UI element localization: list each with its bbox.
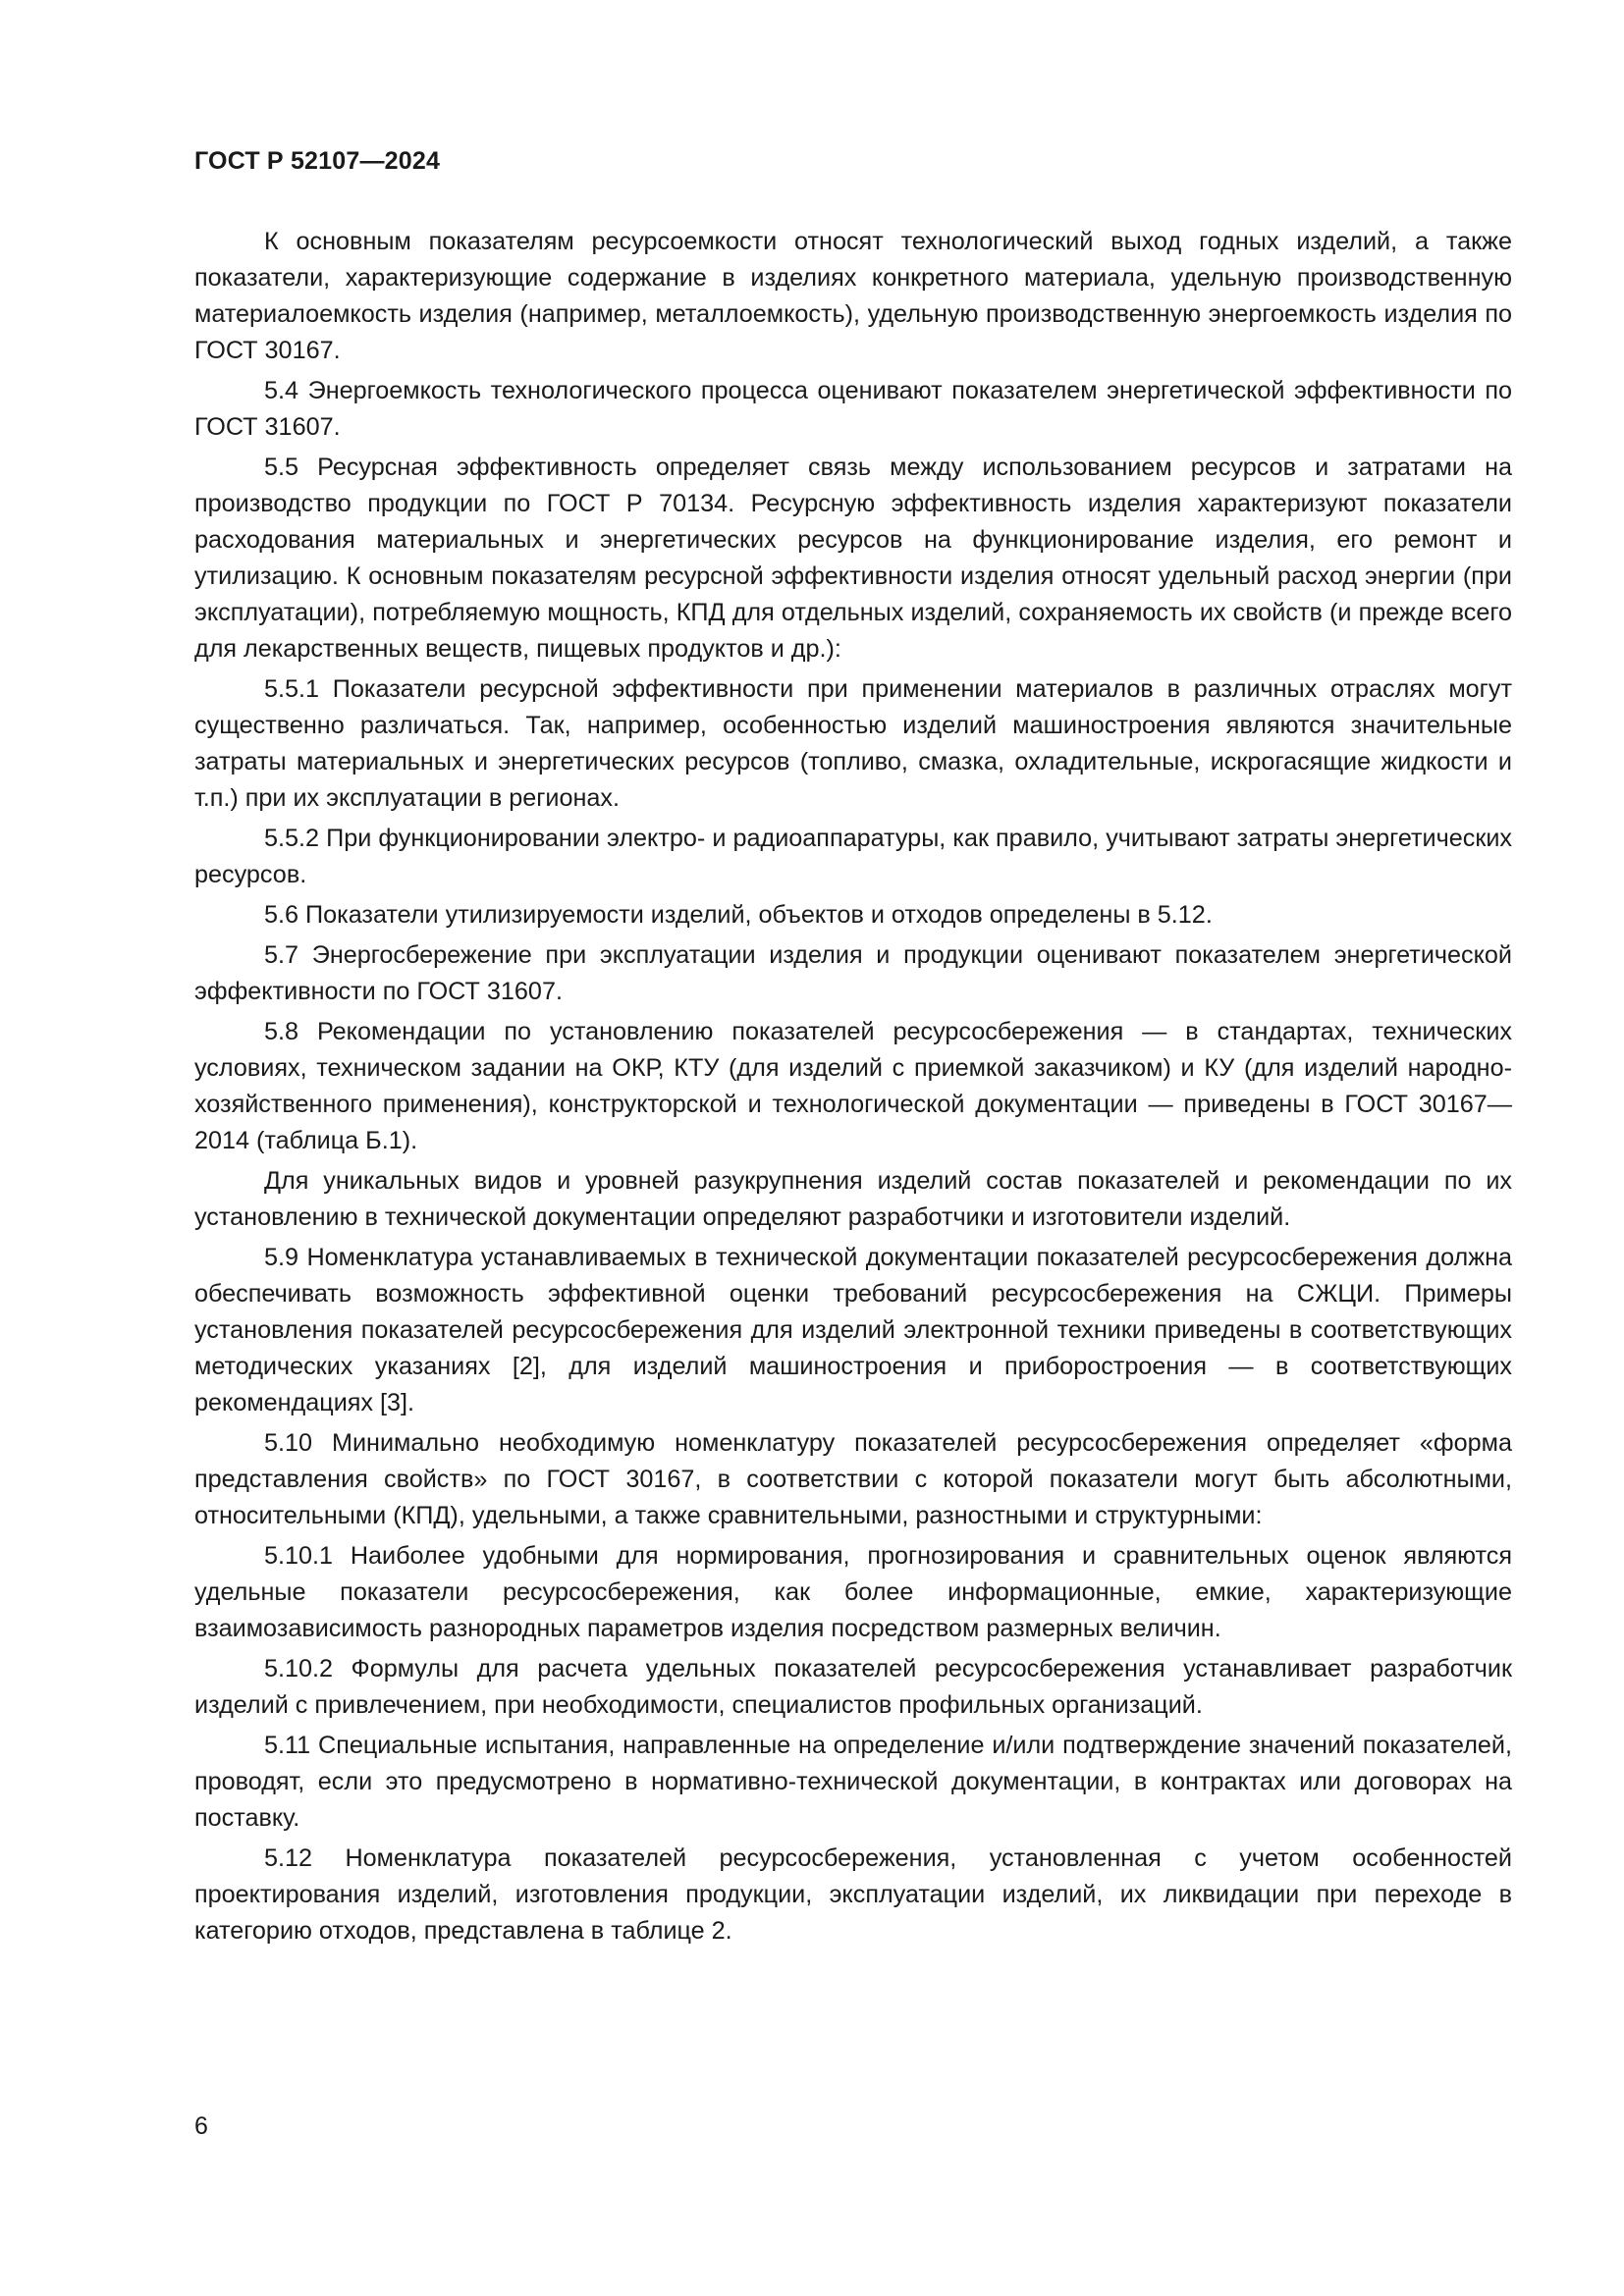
- paragraph: 5.6 Показатели утилизируемости изделий, объектов и отходов определены в 5.12.: [264, 901, 1213, 929]
- paragraph: 5.5.1 Показатели ресурсной эффективности при применении материалов в различных отраслях могут существенно различаться. Так, например, особенностью изделий машиностроения являются значительные затраты материальных и энергетических ресурсов (топливо, смазка, охладительные, искрогасящие жидкости и т.п.) при их эксплуатации в регионах.: [194, 675, 1512, 812]
- page-number: 6: [194, 2112, 208, 2140]
- standard-header: ГОСТ Р 52107—2024: [194, 147, 441, 175]
- paragraph: 5.11 Специальные испытания, направленные на определение и/или подтверждение значений показателей, проводят, если это предусмотрено в нормативно-технической документации, в контрактах или договорах на поставку.: [194, 1732, 1512, 1832]
- paragraph: К основным показателям ресурсоемкости относят технологический выход годных изделий, а также показатели, характеризующие содержание в изделиях конкретного материала, удельную производственную материалоемкость изделия (например, металлоемкость), удельную производственную энергоемкость изделия по ГОСТ 30167.: [194, 228, 1512, 364]
- paragraph: 5.4 Энергоемкость технологического процесса оценивают показателем энергетической эффективности по ГОСТ 31607.: [194, 377, 1512, 441]
- paragraph: 5.7 Энергосбережение при эксплуатации изделия и продукции оценивают показателем энергетической эффективности по ГОСТ 31607.: [194, 941, 1512, 1005]
- paragraph: 5.10.2 Формулы для расчета удельных показателей ресурсосбережения устанавливает разработчик изделий с привлечением, при необходимости, специалистов профильных организаций.: [194, 1655, 1512, 1719]
- paragraph: 5.12 Номенклатура показателей ресурсосбережения, установленная с учетом особенностей проектирования изделий, изготовления продукции, эксплуатации изделий, их ликвидации при переходе в категорию отходов, представлена в таблице 2.: [194, 1844, 1512, 1945]
- document-body: [194, 224, 1512, 1953]
- paragraph: Для уникальных видов и уровней разукрупнения изделий состав показателей и рекомендации по их установлению в технической документации определяют разработчики и изготовители изделий.: [194, 1167, 1512, 1231]
- paragraph: 5.5 Ресурсная эффективность определяет связь между использованием ресурсов и затратами на производство продукции по ГОСТ Р 70134. Ресурсную эффективность изделия характеризуют показатели расходования материальных и энергетических ресурсов на функционирование изделия, его ремонт и утилизацию. К основным показателям ресурсной эффективности изделия относят удельный расход энергии (при эксплуатации), потребляемую мощность, КПД для отдельных изделий, сохраняемость их свойств (и прежде всего для лекарственных веществ, пищевых продуктов и др.):: [194, 454, 1512, 663]
- paragraph: 5.10.1 Наиболее удобными для нормирования, прогнозирования и сравнительных оценок являются удельные показатели ресурсосбережения, как более информационные, емкие, характеризующие взаимозависимость разнородных параметров изделия посредством размерных величин.: [194, 1542, 1512, 1642]
- paragraph: 5.9 Номенклатура устанавливаемых в технической документации показателей ресурсосбережения должна обеспечивать возможность эффективной оценки требований ресурсосбережения на СЖЦИ. Примеры установления показателей ресурсосбережения для изделий электронной техники приведены в соответствующих методических указаниях [2], для изделий машиностроения и приборостроения — в соответствующих рекомендациях [3].: [194, 1244, 1512, 1416]
- paragraph: 5.10 Минимально необходимую номенклатуру показателей ресурсосбережения определяет «форма представления свойств» по ГОСТ 30167, в соответствии с которой показатели могут быть абсолютными, относительными (КПД), удельными, а также сравнительными, разностными и структурными:: [194, 1429, 1512, 1529]
- paragraph: 5.5.2 При функционировании электро- и радиоаппаратуры, как правило, учитывают затраты энергетических ресурсов.: [194, 825, 1512, 888]
- paragraph: 5.8 Рекомендации по установлению показателей ресурсосбережения — в стандартах, технических условиях, техническом задании на ОКР, КТУ (для изделий с приемкой заказчиком) и КУ (для изделий народно-хозяйственного применения), конструкторской и технологической документации — приведены в ГОСТ 30167—2014 (таблица Б.1).: [194, 1018, 1512, 1154]
